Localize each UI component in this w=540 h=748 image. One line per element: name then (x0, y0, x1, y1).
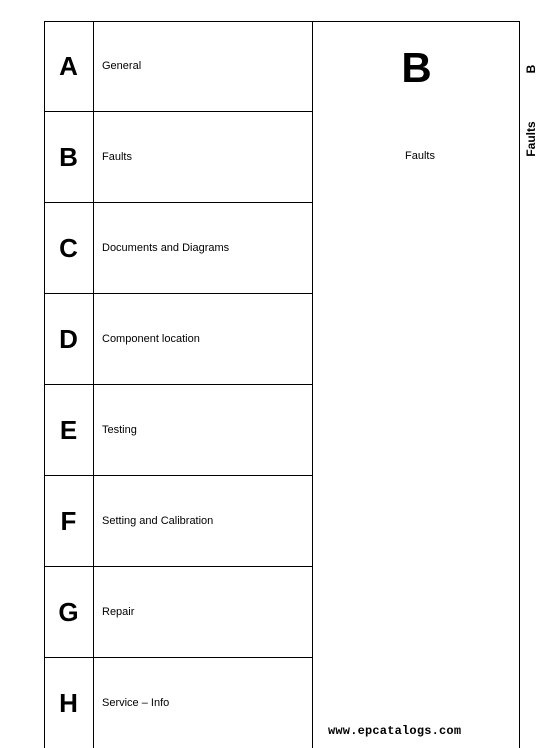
index-letter: F (44, 476, 94, 566)
column-divider (312, 21, 313, 748)
index-row-c (44, 203, 313, 294)
watermark-text: www.epcatalogs.com (328, 724, 462, 738)
index-title: Repair (102, 606, 135, 618)
index-row-h (44, 658, 313, 748)
index-letter: A (44, 21, 94, 111)
index-row-d (44, 294, 313, 385)
index-letter: H (44, 658, 94, 748)
index-letter: B (44, 112, 94, 202)
index-title: Service – Info (102, 697, 170, 709)
index-letter: G (44, 567, 94, 657)
index-title: Faults (102, 151, 132, 163)
index-title: Setting and Calibration (102, 515, 214, 527)
side-tab-title: Faults (524, 121, 538, 157)
index-row-b (44, 112, 313, 203)
index-row-e (44, 385, 313, 476)
index-title: Testing (102, 424, 137, 436)
index-title: General (102, 60, 142, 72)
index-title: Documents and Diagrams (102, 242, 230, 254)
index-row-a (44, 21, 313, 112)
index-letter: E (44, 385, 94, 475)
section-title: Faults (405, 150, 435, 162)
index-title: Component location (102, 333, 200, 345)
index-letter: C (44, 203, 94, 293)
section-letter: B (401, 44, 432, 91)
side-tab-letter: B (524, 64, 538, 74)
index-row-g (44, 567, 313, 658)
index-row-f (44, 476, 313, 567)
index-letter: D (44, 294, 94, 384)
